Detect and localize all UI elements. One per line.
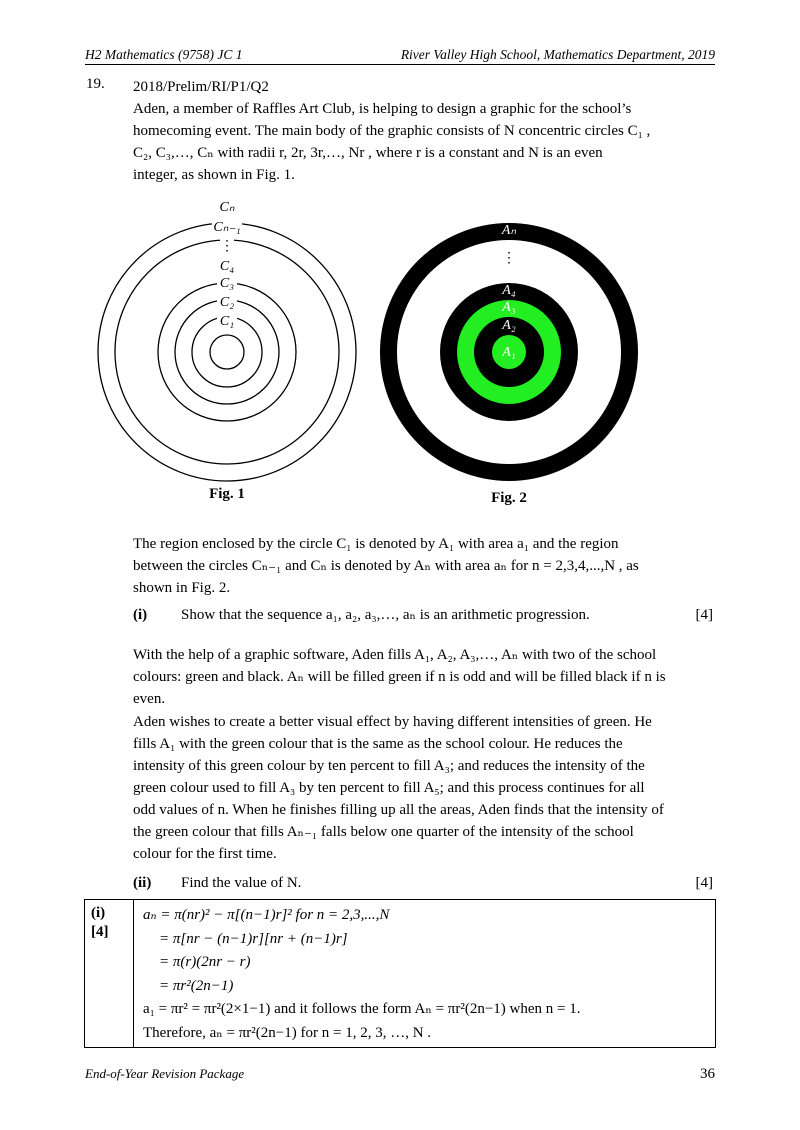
region-paragraph — [133, 533, 713, 599]
part-ii — [133, 872, 713, 894]
label-c4: C₄ — [219, 259, 235, 274]
intro-line: integer, as shown in Fig. 1. — [133, 167, 295, 183]
solution-marks: [4] — [91, 924, 109, 940]
region-line: The region enclosed by the circle C₁ is denoted by A₁ with area a₁ and the region — [133, 536, 619, 552]
circle-c1 — [210, 335, 244, 369]
part-i — [133, 604, 713, 626]
label-cn: Cₙ — [219, 200, 235, 215]
intensity-line: colour for the first time. — [133, 846, 277, 862]
label-vdots: ⋮ — [220, 239, 234, 254]
question-number: 19. — [86, 76, 105, 92]
label-c3: C₃ — [219, 276, 235, 291]
figures — [80, 190, 680, 520]
solution-label-cell — [91, 904, 109, 942]
intro-line: Aden, a member of Raffles Art Club, is helping to design a graphic for the school’s — [133, 101, 632, 117]
fill-line: With the help of a graphic software, Aden fills A₁, A₂, A₃,…, Aₙ with two of the school — [133, 647, 657, 663]
intensity-line: the green colour that fills Aₙ₋₁ falls below one quarter of the intensity of the school — [133, 824, 634, 840]
solution-divider — [133, 900, 134, 1047]
intensity-line: fills A₁ with the green colour that is the same as the school colour. He reduces the — [133, 736, 623, 752]
region-line: between the circles Cₙ₋₁ and Cₙ is denoted by Aₙ with area aₙ for n = 2,3,4,...,N , as — [133, 558, 639, 574]
header-right: River Valley High School, Mathematics Department, 2019 — [400, 47, 715, 62]
label-an: Aₙ — [501, 223, 517, 238]
intensity-line: green colour used to fill A₃ by ten percent to fill A₅; and this process continues for all — [133, 780, 645, 796]
intensity-line: intensity of this green colour by ten percent to fill A₃; and reduces the intensity of the — [133, 758, 645, 774]
solution-line: a₁ = πr² = πr²(2×1−1) and it follows the form Aₙ = πr²(2n−1) when n = 1. — [143, 1001, 581, 1017]
intro-paragraph — [133, 98, 713, 186]
label-cn-1: Cₙ₋₁ — [213, 220, 241, 235]
fig1-caption: Fig. 1 — [209, 486, 245, 502]
part-i-label: (i) — [133, 607, 148, 623]
fill-paragraph — [133, 644, 713, 710]
label-a4: A₄ — [502, 283, 516, 298]
part-i-text: Show that the sequence a₁, a₂, a₃,…, aₙ is an arithmetic progression. — [181, 607, 590, 623]
label-a1: A₁ — [502, 345, 516, 360]
solution-working — [143, 904, 708, 1045]
label-a2: A₂ — [502, 318, 516, 333]
solution-table — [84, 899, 716, 1048]
solution-line: = π[nr − (n−1)r][nr + (n−1)r] — [159, 930, 348, 947]
fill-line: colours: green and black. Aₙ will be filled green if n is odd and will be filled black if n is — [133, 669, 666, 685]
intensity-line: Aden wishes to create a better visual effect by having different intensities of green. He — [133, 714, 652, 730]
solution-part: (i) — [91, 905, 106, 921]
question-source: 2018/Prelim/RI/P1/Q2 — [133, 79, 269, 95]
intensity-paragraph — [133, 711, 713, 865]
part-ii-label: (ii) — [133, 875, 152, 891]
intro-line: homecoming event. The main body of the graphic consists of N concentric circles C₁ , — [133, 123, 651, 139]
part-i-marks: [4] — [695, 607, 713, 623]
page-number: 36 — [700, 1066, 715, 1082]
part-ii-text: Find the value of N. — [181, 875, 302, 891]
fig2-caption: Fig. 2 — [491, 490, 527, 506]
intro-line: C₂, C₃,…, Cₙ with radii r, 2r, 3r,…, Nr , where r is a constant and N is an even — [133, 145, 603, 161]
solution-line: = π(r)(2nr − r) — [159, 954, 251, 970]
header-left: H2 Mathematics (9758) JC 1 — [85, 47, 243, 62]
solution-line: aₙ = π(nr)² − π[(n−1)r]² for n = 2,3,...,N — [143, 907, 390, 923]
part-ii-marks: [4] — [695, 875, 713, 891]
intensity-line: odd values of n. When he finishes filling up all the areas, Aden finds that the intensity of — [133, 802, 664, 818]
region-line: shown in Fig. 2. — [133, 580, 231, 596]
label-c1: C₁ — [219, 314, 235, 329]
solution-line: Therefore, aₙ = πr²(2n−1) for n = 1, 2, 3, …, N . — [143, 1024, 432, 1041]
label-c2: C₂ — [219, 295, 235, 310]
label-a3: A₃ — [502, 300, 516, 315]
solution-line: = πr²(2n−1) — [159, 977, 234, 994]
label-a-vdots: ⋮ — [502, 251, 516, 266]
header-rule — [85, 64, 715, 65]
footer-title: End-of-Year Revision Package — [85, 1066, 245, 1081]
fill-line: even. — [133, 691, 166, 707]
